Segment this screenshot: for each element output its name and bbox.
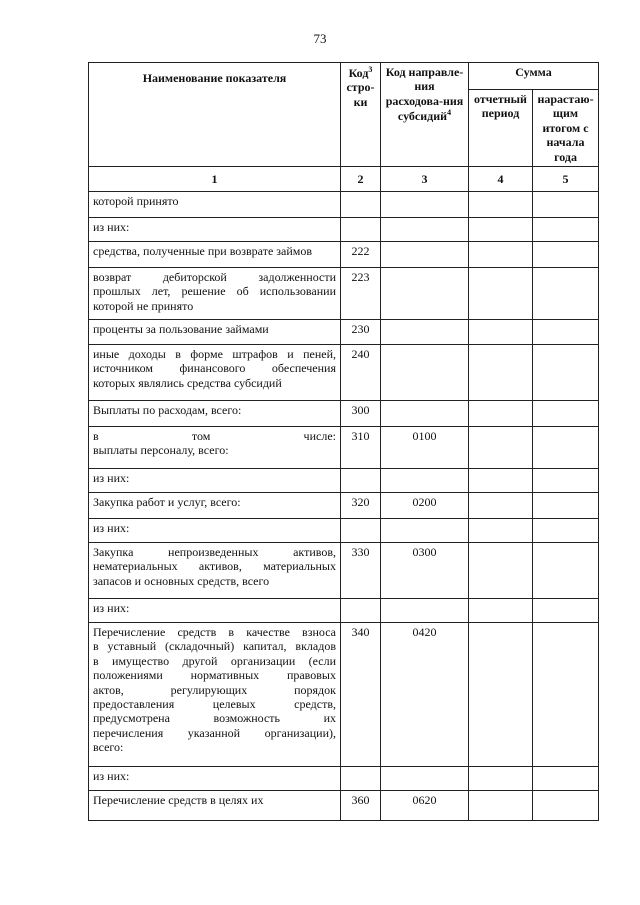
sum-cumulative-cell bbox=[533, 622, 599, 766]
direction-code bbox=[381, 766, 469, 790]
table-row bbox=[89, 319, 599, 344]
indicator-name: из них: bbox=[89, 598, 341, 622]
direction-code: 0620 bbox=[381, 790, 469, 820]
column-number: 4 bbox=[469, 166, 533, 191]
sum-cumulative-cell bbox=[533, 790, 599, 820]
table-row bbox=[89, 518, 599, 542]
table-row bbox=[89, 344, 599, 400]
line-code: 223 bbox=[341, 267, 381, 319]
sum-cumulative-cell bbox=[533, 344, 599, 400]
sum-period-cell bbox=[469, 426, 533, 468]
direction-code bbox=[381, 241, 469, 267]
header-period: отчетный период bbox=[469, 90, 533, 167]
sum-period-cell bbox=[469, 344, 533, 400]
sum-period-cell bbox=[469, 217, 533, 241]
column-number: 1 bbox=[89, 166, 341, 191]
line-code: 310 bbox=[341, 426, 381, 468]
line-code bbox=[341, 468, 381, 492]
sum-period-cell bbox=[469, 400, 533, 426]
sum-period-cell bbox=[469, 191, 533, 217]
sum-cumulative-cell bbox=[533, 241, 599, 267]
report-table bbox=[88, 62, 599, 821]
sum-period-cell bbox=[469, 542, 533, 598]
indicator-name: иные доходы в форме штрафов и пеней, источником финансового обеспечения которых являлись средства субсидий bbox=[89, 344, 341, 400]
line-code bbox=[341, 518, 381, 542]
sum-cumulative-cell bbox=[533, 217, 599, 241]
line-code: 330 bbox=[341, 542, 381, 598]
table-row bbox=[89, 790, 599, 820]
indicator-name: Закупка непроизведенных активов, нематериальных активов, материальных запасов и основных средств, всего bbox=[89, 542, 341, 598]
sum-cumulative-cell bbox=[533, 766, 599, 790]
table-row bbox=[89, 267, 599, 319]
table-row bbox=[89, 217, 599, 241]
direction-code: 0100 bbox=[381, 426, 469, 468]
direction-code: 0300 bbox=[381, 542, 469, 598]
sum-period-cell bbox=[469, 766, 533, 790]
line-code: 360 bbox=[341, 790, 381, 820]
header-sum: Сумма bbox=[469, 63, 599, 90]
sum-period-cell bbox=[469, 622, 533, 766]
indicator-name: Выплаты по расходам, всего: bbox=[89, 400, 341, 426]
sum-period-cell bbox=[469, 518, 533, 542]
column-numbers-row bbox=[89, 166, 599, 191]
direction-code: 0200 bbox=[381, 492, 469, 518]
line-code: 230 bbox=[341, 319, 381, 344]
sum-cumulative-cell bbox=[533, 426, 599, 468]
direction-code bbox=[381, 344, 469, 400]
line-code: 320 bbox=[341, 492, 381, 518]
line-code bbox=[341, 598, 381, 622]
sum-cumulative-cell bbox=[533, 598, 599, 622]
sum-period-cell bbox=[469, 790, 533, 820]
indicator-name: Закупка работ и услуг, всего: bbox=[89, 492, 341, 518]
direction-code: 0420 bbox=[381, 622, 469, 766]
direction-code bbox=[381, 518, 469, 542]
line-code: 300 bbox=[341, 400, 381, 426]
indicator-name: из них: bbox=[89, 468, 341, 492]
direction-code bbox=[381, 217, 469, 241]
line-code: 240 bbox=[341, 344, 381, 400]
sum-cumulative-cell bbox=[533, 191, 599, 217]
sum-period-cell bbox=[469, 319, 533, 344]
indicator-name: из них: bbox=[89, 766, 341, 790]
direction-code bbox=[381, 400, 469, 426]
indicator-name: которой принято bbox=[89, 191, 341, 217]
indicator-name: из них: bbox=[89, 217, 341, 241]
direction-code bbox=[381, 598, 469, 622]
indicator-name: проценты за пользование займами bbox=[89, 319, 341, 344]
table-row bbox=[89, 468, 599, 492]
direction-code bbox=[381, 191, 469, 217]
sum-cumulative-cell bbox=[533, 267, 599, 319]
direction-code bbox=[381, 319, 469, 344]
table-row bbox=[89, 622, 599, 766]
sum-period-cell bbox=[469, 598, 533, 622]
header-cumulative: нарастаю-щим итогом с начала года bbox=[533, 90, 599, 167]
line-code: 222 bbox=[341, 241, 381, 267]
line-code: 340 bbox=[341, 622, 381, 766]
sum-cumulative-cell bbox=[533, 518, 599, 542]
table-row bbox=[89, 766, 599, 790]
table-row bbox=[89, 492, 599, 518]
table-row bbox=[89, 241, 599, 267]
indicator-name: в том числе: выплаты персоналу, всего: bbox=[89, 426, 341, 468]
line-code bbox=[341, 217, 381, 241]
sum-period-cell bbox=[469, 241, 533, 267]
table-row bbox=[89, 426, 599, 468]
sum-cumulative-cell bbox=[533, 492, 599, 518]
table-row bbox=[89, 542, 599, 598]
header-line-code: Код$^3$ стро-ки bbox=[341, 63, 381, 167]
direction-code bbox=[381, 468, 469, 492]
page-number: 73 bbox=[313, 31, 327, 46]
header-direction-code: Код направле-ния расходова-ния субсидий$^4$ bbox=[381, 63, 469, 167]
sum-cumulative-cell bbox=[533, 542, 599, 598]
sum-cumulative-cell bbox=[533, 319, 599, 344]
line-code bbox=[341, 191, 381, 217]
column-number: 2 bbox=[341, 166, 381, 191]
indicator-name: из них: bbox=[89, 518, 341, 542]
line-code bbox=[341, 766, 381, 790]
indicator-name: средства, полученные при возврате займов bbox=[89, 241, 341, 267]
sum-period-cell bbox=[469, 468, 533, 492]
column-number: 5 bbox=[533, 166, 599, 191]
indicator-name: Перечисление средств в целях их bbox=[89, 790, 341, 820]
table-row bbox=[89, 400, 599, 426]
sum-period-cell bbox=[469, 492, 533, 518]
table-row bbox=[89, 191, 599, 217]
column-number: 3 bbox=[381, 166, 469, 191]
sum-cumulative-cell bbox=[533, 468, 599, 492]
sum-period-cell bbox=[469, 267, 533, 319]
direction-code bbox=[381, 267, 469, 319]
indicator-name: возврат дебиторской задолженности прошлых лет, решение об использовании которой не принято bbox=[89, 267, 341, 319]
table-row bbox=[89, 598, 599, 622]
header-indicator-name: Наименование показателя bbox=[89, 63, 341, 167]
indicator-name: Перечисление средств в качестве взноса в уставный (складочный) капитал, вкладов в имущество другой организации (если положениями нормативных правовых актов, регулирующих порядок предоставления целевых средств, предусмотрена возможность их перечисления указанной организации), всего: bbox=[89, 622, 341, 766]
sum-cumulative-cell bbox=[533, 400, 599, 426]
